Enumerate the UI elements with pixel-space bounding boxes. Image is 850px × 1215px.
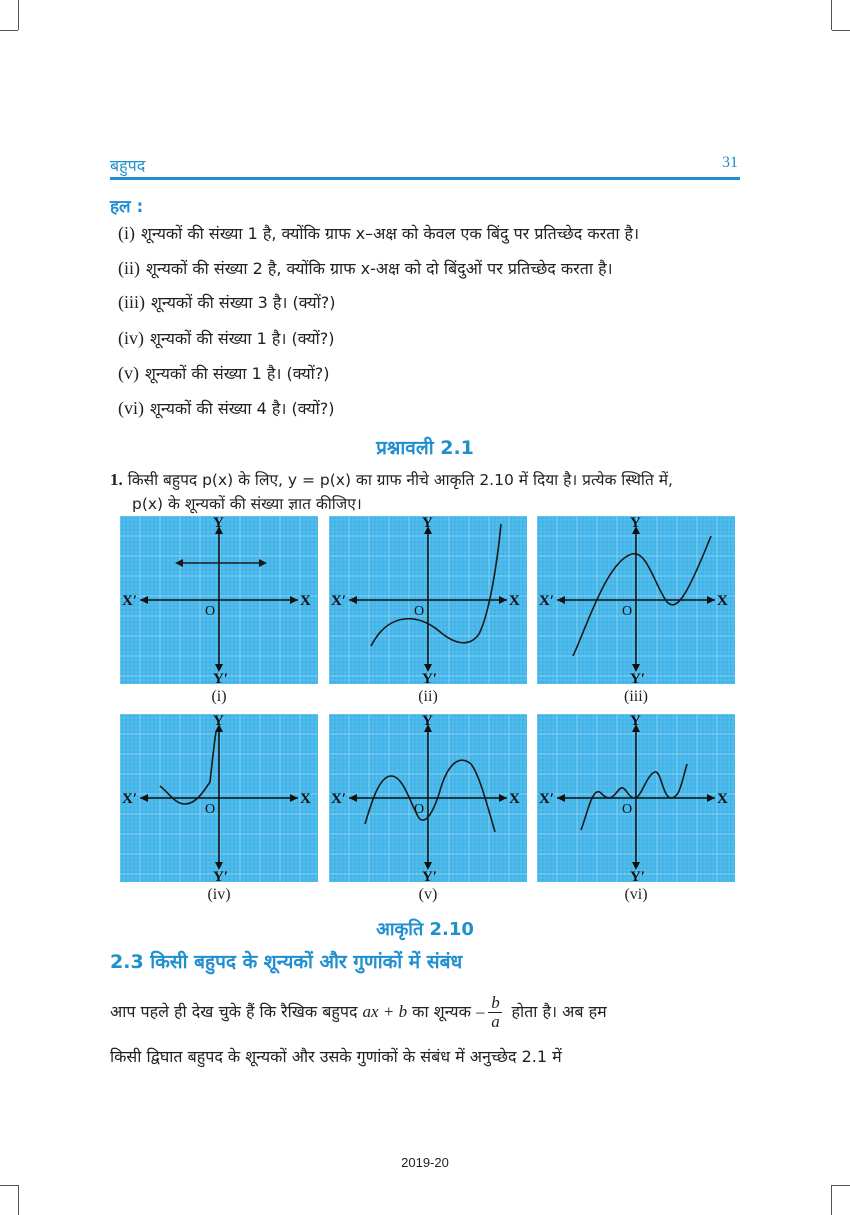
graph-iii <box>537 516 735 684</box>
y-axis-neg-label: Y′ <box>422 869 438 882</box>
running-header <box>110 152 740 180</box>
origin-label: O <box>622 802 633 817</box>
linear-expression: ax + b <box>362 1002 408 1021</box>
x-axis-label: X <box>300 593 311 609</box>
x-axis-neg-label: X′ <box>539 791 555 807</box>
y-axis-label: Y <box>213 714 224 729</box>
item-text: शून्यकों की संख्या 1 है। (क्यों?) <box>145 364 330 383</box>
x-axis-neg-label: X′ <box>122 791 138 807</box>
graph-label: (v) <box>418 886 438 903</box>
solution-heading: हल : <box>110 197 144 217</box>
graph-iv <box>120 714 318 882</box>
x-axis-label: X <box>300 791 311 807</box>
origin-label: O <box>205 604 216 619</box>
graph-svg <box>537 516 735 684</box>
question-line-1 <box>110 468 740 492</box>
exercise-heading: प्रश्नावली 2.1 <box>376 437 474 459</box>
item-text: शून्यकों की संख्या 2 है, क्योंकि ग्राफ x-अक्ष को दो बिंदुओं पर प्रतिच्छेद करता है। <box>146 259 613 278</box>
graph-vi <box>537 714 735 882</box>
graph-label: (iv) <box>207 886 231 903</box>
page-number: 31 <box>722 154 738 171</box>
question-text: किसी बहुपद p(x) के लिए, y = p(x) का ग्राफ नीचे आकृति 2.10 में दिया है। प्रत्येक स्थिति में, <box>127 471 673 489</box>
y-axis-label: Y <box>630 714 641 729</box>
graph-svg <box>120 516 318 684</box>
x-axis-neg-label: X′ <box>331 593 347 609</box>
solution-item <box>118 222 639 244</box>
item-number: (vi) <box>118 398 144 418</box>
y-axis-label: Y <box>630 516 641 531</box>
graph-label: (vi) <box>624 886 648 903</box>
graph-ii <box>329 516 527 684</box>
x-axis-label: X <box>509 593 520 609</box>
question-number: 1. <box>110 470 123 489</box>
x-axis-label: X <box>717 593 728 609</box>
item-text: शून्यकों की संख्या 3 है। (क्यों?) <box>151 293 336 312</box>
item-number: (i) <box>118 223 135 243</box>
y-axis-neg-label: Y′ <box>630 671 646 684</box>
item-text: शून्यकों की संख्या 4 है। (क्यों?) <box>150 399 335 418</box>
origin-label: O <box>622 604 633 619</box>
crop-mark <box>0 30 18 31</box>
x-axis-label: X <box>509 791 520 807</box>
y-axis-neg-label: Y′ <box>213 671 229 684</box>
item-text: शून्यकों की संख्या 1 है। (क्यों?) <box>150 329 335 348</box>
fraction-numerator: b <box>491 993 500 1012</box>
item-text: शून्यकों की संख्या 1 है, क्योंकि ग्राफ x–अक्ष को केवल एक बिंदु पर प्रतिच्छेद करता है। <box>141 224 640 243</box>
crop-mark <box>831 1185 832 1215</box>
solution-item <box>118 397 334 419</box>
origin-label: O <box>414 604 425 619</box>
origin-label: O <box>205 802 216 817</box>
crop-mark <box>18 1185 19 1215</box>
crop-mark <box>832 1185 850 1186</box>
para-text: आप पहले ही देख चुके हैं कि रैखिक बहुपद <box>110 1002 358 1021</box>
section-heading: 2.3 किसी बहुपद के शून्यकों और गुणांकों में संबंध <box>110 951 463 973</box>
x-axis-neg-label: X′ <box>122 593 138 609</box>
item-number: (v) <box>118 363 139 383</box>
x-axis-neg-label: X′ <box>539 593 555 609</box>
y-axis-neg-label: Y′ <box>213 869 229 882</box>
crop-mark <box>18 0 19 30</box>
y-axis-label: Y <box>213 516 224 531</box>
question-line-2: p(x) के शून्यकों की संख्या ज्ञात कीजिए। <box>132 495 362 513</box>
header-rule <box>110 177 740 180</box>
graph-v <box>329 714 527 882</box>
graph-svg <box>329 714 527 882</box>
crop-mark <box>831 0 832 30</box>
graph-svg <box>537 714 735 882</box>
chapter-title: बहुपद <box>110 156 146 175</box>
graph-svg <box>120 714 318 882</box>
footer-year: 2019-20 <box>401 1155 449 1170</box>
solution-item <box>118 257 613 279</box>
item-number: (iv) <box>118 328 144 348</box>
paragraph-line-1 <box>110 994 740 1031</box>
para-text: होता है। अब हम <box>511 1002 607 1021</box>
para-text: का शून्यक <box>412 1002 471 1021</box>
y-axis-neg-label: Y′ <box>422 671 438 684</box>
minus-sign: – <box>475 1002 485 1021</box>
paragraph-line-2: किसी द्विघात बहुपद के शून्यकों और उसके गुणांकों के संबंध में अनुच्छेद 2.1 में <box>110 1047 562 1066</box>
solution-item <box>118 291 335 313</box>
x-axis-label: X <box>717 791 728 807</box>
solution-item <box>118 362 329 384</box>
item-number: (ii) <box>118 258 140 278</box>
origin-label: O <box>414 802 425 817</box>
crop-mark <box>832 30 850 31</box>
solution-item <box>118 327 334 349</box>
graph-label: (i) <box>211 688 227 705</box>
graph-label: (ii) <box>418 688 438 705</box>
graph-label: (iii) <box>624 688 648 705</box>
x-axis-neg-label: X′ <box>331 791 347 807</box>
fraction-denominator: a <box>491 1012 500 1031</box>
fraction <box>488 994 502 1031</box>
graph-i <box>120 516 318 684</box>
y-axis-neg-label: Y′ <box>630 869 646 882</box>
figure-caption: आकृति 2.10 <box>376 919 474 940</box>
crop-mark <box>0 1185 18 1186</box>
item-number: (iii) <box>118 292 145 312</box>
graph-svg <box>329 516 527 684</box>
y-axis-label: Y <box>422 714 433 729</box>
question-1 <box>110 468 740 516</box>
y-axis-label: Y <box>422 516 433 531</box>
